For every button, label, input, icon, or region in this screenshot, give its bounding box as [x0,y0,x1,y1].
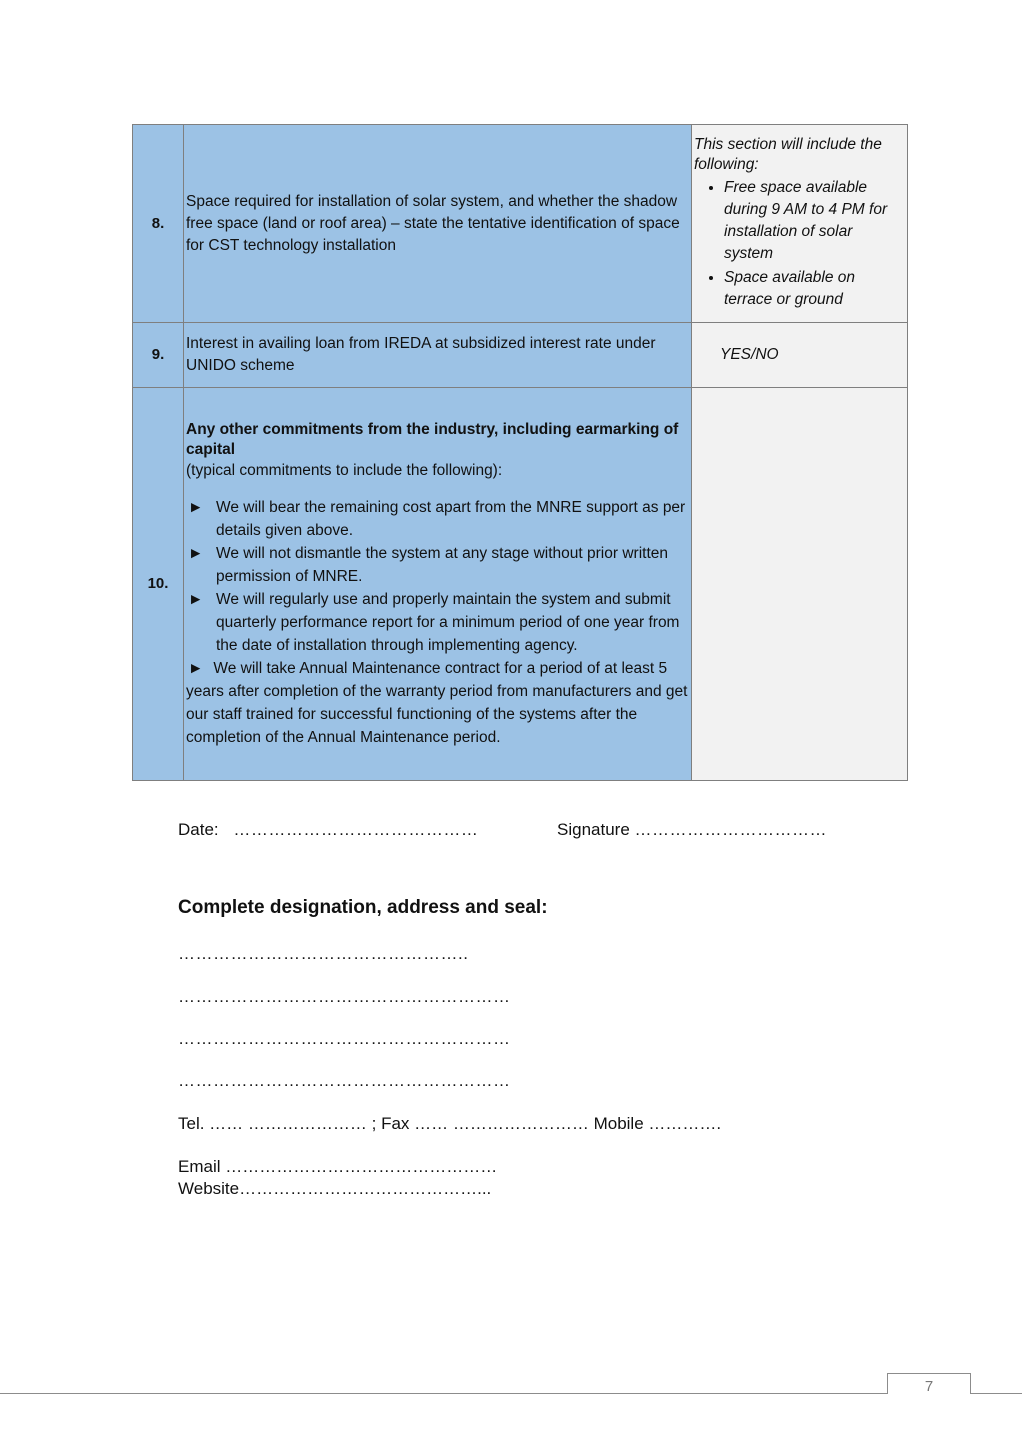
table-row-9 [133,323,908,388]
signature-label: Signature [557,820,630,839]
footer-rule [0,1393,1022,1394]
note-intro: This section will include the following: [694,135,882,173]
commitments-list [186,496,689,749]
commitments-heading: Any other commitments from the industry, including earmarking of capital [186,420,679,458]
list-item: ► We will regularly use and properly maintain the system and submit quarterly performance report for a minimum period of one year from the date of installation through implementing agency. [186,588,689,657]
note-bullet-list [694,177,905,311]
designation-heading: Complete designation, address and seal: [178,897,548,918]
row-description [184,388,692,781]
date-label: Date: [178,820,219,839]
email-line: Email ………………………………………… [178,1157,498,1176]
table-row-10 [133,388,908,781]
date-line [178,820,478,840]
application-form-table [132,124,908,781]
address-line: ………………………………………………… [178,1029,511,1048]
note-bullet: • Space available on terrace or ground [724,267,905,311]
date-field: …………………………………… [233,820,479,839]
arrow-bullet-icon: ► [188,544,204,562]
address-line: ………………………………………………… [178,987,511,1006]
list-item: ► We will bear the remaining cost apart from the MNRE support as per details given above. [186,496,689,542]
table-row-8 [133,125,908,323]
address-line: ………………………………………….. [178,944,469,963]
row-note [692,388,908,781]
signature-line [557,820,827,840]
note-bullet: • Free space available during 9 AM to 4 PM for installation of solar system [724,177,905,265]
arrow-bullet-icon: ► [188,659,204,677]
website-line: Website……………………………………... [178,1179,492,1198]
list-item: ► We will take Annual Maintenance contract for a period of at least 5 years after completion of the warranty period from manufacturers and get our staff trained for successful functioning of the systems after the completion of the Annual Maintenance period. [186,659,688,746]
signature-field: …………………………… [634,820,828,839]
row-note [692,125,908,323]
address-line: ………………………………………………… [178,1071,511,1090]
row-number: 10. [133,388,184,781]
row-description: Space required for installation of solar system, and whether the shadow free space (land or roof area) – state the tentative identification of space for CST technology installation [184,125,692,323]
row-note [692,323,908,388]
arrow-bullet-icon: ► [188,590,204,608]
row-description: Interest in availing loan from IREDA at subsidized interest rate under UNIDO scheme [184,323,692,388]
arrow-bullet-icon: ► [188,498,204,516]
commitments-subheading: (typical commitments to include the following): [186,461,503,479]
row-number: 9. [133,323,184,388]
list-item: ► We will not dismantle the system at any stage without prior written permission of MNRE. [186,542,689,588]
page-number: 7 [887,1373,971,1394]
yes-no-answer: YES/NO [720,346,779,363]
contact-line: Tel. …… ………………… ; Fax …… …………………… Mobile …………. [178,1114,722,1133]
row-number: 8. [133,125,184,323]
